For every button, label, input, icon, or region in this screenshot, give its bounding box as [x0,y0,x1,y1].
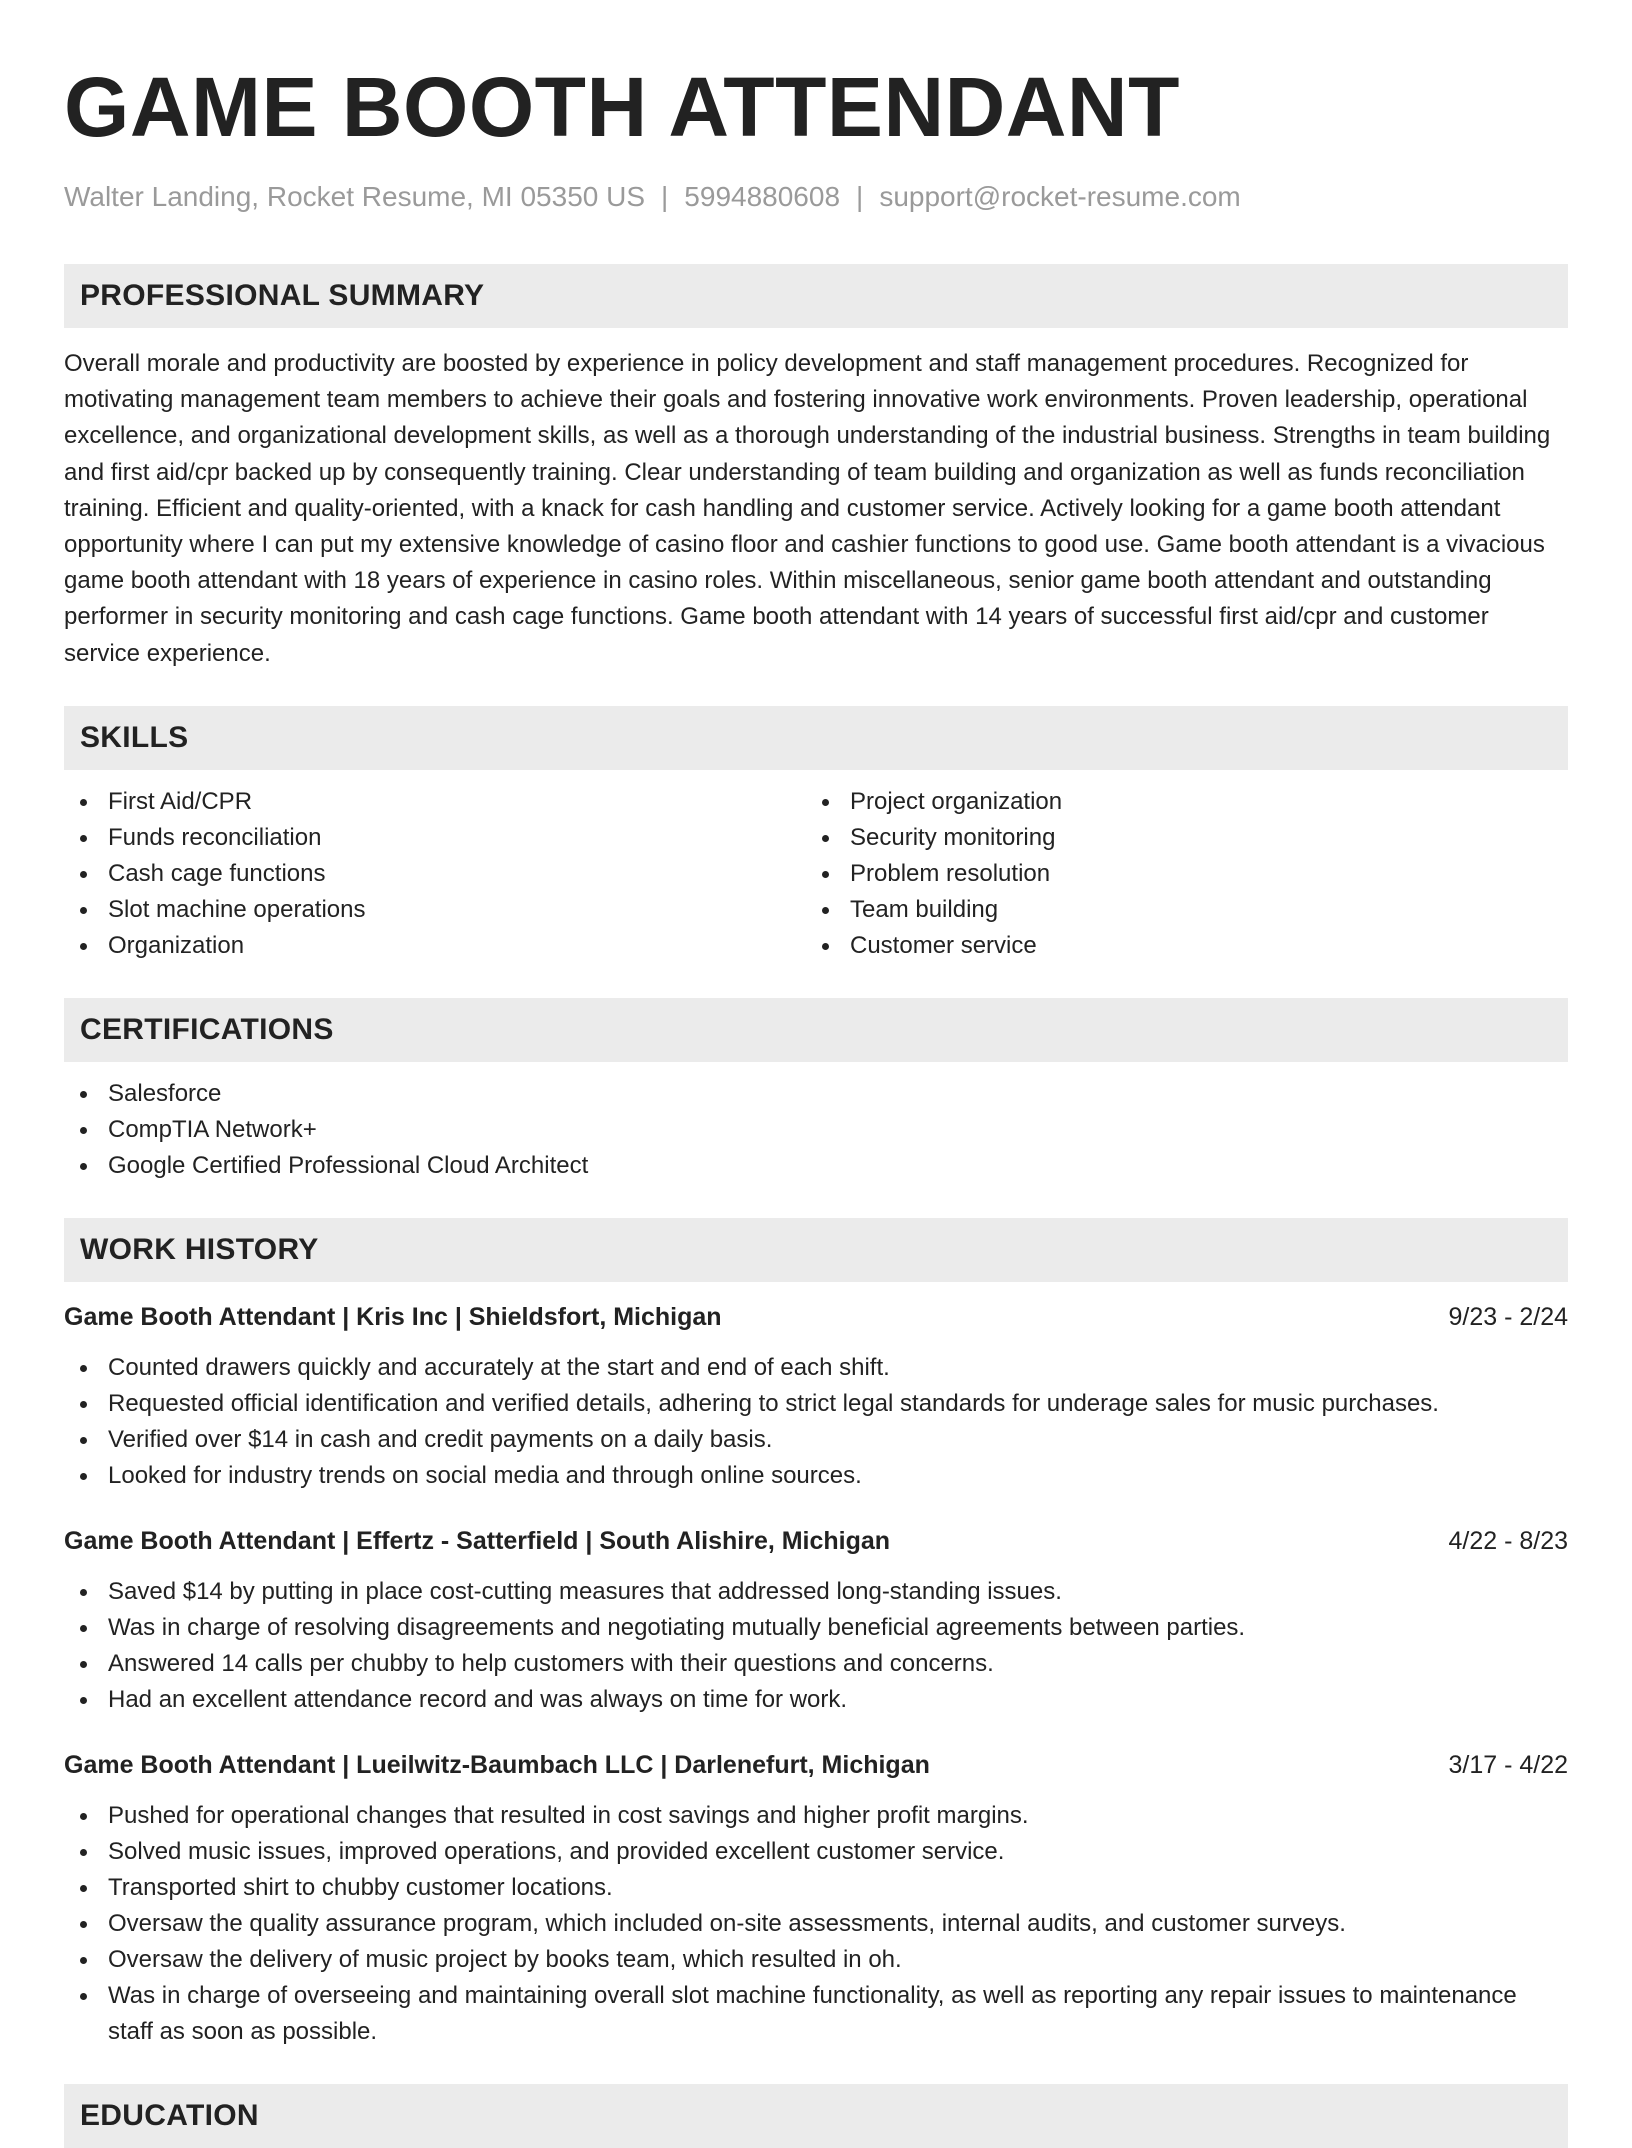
skills-column-left [64,784,806,964]
skill-item: Security monitoring [806,820,1548,856]
summary-text: Overall morale and productivity are boosted by experience in policy development and staff management procedures. Recognized for motivating management team members to achieve their goals and fostering innovative work environments. Proven leadership, operational excellence, and organizational development skills, as well as a thorough understanding of the industrial business. Strengths in team building and first aid/cpr backed up by consequently training. Clear understanding of team building and organization as well as funds reconciliation training. Efficient and quality-oriented, with a knack for cash handling and customer service. Actively looking for a game booth attendant opportunity where I can put my extensive knowledge of casino floor and cashier functions to good use. Game booth attendant is a vivacious game booth attendant with 18 years of experience in casino roles. Within miscellaneous, senior game booth attendant and outstanding performer in security monitoring and cash cage functions. Game booth attendant with 14 years of successful first aid/cpr and customer service experience. [64,350,1551,667]
contact-phone: 5994880608 [684,181,841,212]
job-dates: 3/17 - 4/22 [1448,1750,1568,1779]
education-section-header [64,2084,1568,2148]
skill-item: Organization [64,928,806,964]
job-header [64,1748,1568,1782]
contact-address: Walter Landing, Rocket Resume, MI 05350 US [64,181,646,212]
job-entry [64,1524,1568,1718]
skill-item: Problem resolution [806,856,1548,892]
certification-item: Salesforce [64,1076,1568,1112]
job-bullet: Requested official identification and verified details, adhering to strict legal standards for underage sales for music purchases. [64,1386,1568,1422]
job-dates: 9/23 - 2/24 [1448,1302,1568,1331]
job-bullets [64,1798,1568,2050]
education-heading: EDUCATION [80,2098,259,2132]
certifications-heading: CERTIFICATIONS [80,1012,334,1046]
work-heading: WORK HISTORY [80,1232,319,1266]
job-bullet: Verified over $14 in cash and credit payments on a daily basis. [64,1422,1568,1458]
job-bullet: Was in charge of overseeing and maintaining overall slot machine functionality, as well as reporting any repair issues to maintenance staff as soon as possible. [64,1978,1568,2050]
skills-section-header [64,706,1568,770]
certification-item: CompTIA Network+ [64,1112,1568,1148]
contact-line [64,180,1568,214]
skills-heading: SKILLS [80,720,189,754]
job-entry [64,1300,1568,1494]
job-bullet: Transported shirt to chubby customer locations. [64,1870,1568,1906]
certifications-list [64,1076,1568,1184]
job-bullet: Pushed for operational changes that resulted in cost savings and higher profit margins. [64,1798,1568,1834]
job-bullet: Answered 14 calls per chubby to help customers with their questions and concerns. [64,1646,1568,1682]
skill-item: First Aid/CPR [64,784,806,820]
certifications-section-header [64,998,1568,1062]
skills-list [64,784,1568,964]
job-entry [64,1748,1568,2050]
skill-item: Slot machine operations [64,892,806,928]
job-header [64,1300,1568,1334]
job-bullets [64,1574,1568,1718]
skills-column-right [806,784,1548,964]
skill-item: Customer service [806,928,1548,964]
job-bullet: Looked for industry trends on social media and through online sources. [64,1458,1568,1494]
certification-item: Google Certified Professional Cloud Architect [64,1148,1568,1184]
contact-separator: | [661,181,669,212]
skill-item: Cash cage functions [64,856,806,892]
job-bullet: Oversaw the quality assurance program, which included on-site assessments, internal audits, and customer surveys. [64,1906,1568,1942]
skill-item: Team building [806,892,1548,928]
job-header [64,1524,1568,1558]
skill-item: Funds reconciliation [64,820,806,856]
candidate-name: GAME BOOTH ATTENDANT [64,60,1180,154]
summary-section-header [64,264,1568,328]
summary-heading: PROFESSIONAL SUMMARY [80,279,485,312]
contact-email: support@rocket-resume.com [879,181,1241,212]
work-section-header [64,1218,1568,1282]
job-bullet: Had an excellent attendance record and was always on time for work. [64,1682,1568,1718]
skill-item: Project organization [806,784,1548,820]
job-dates: 4/22 - 8/23 [1448,1526,1568,1555]
job-bullet: Oversaw the delivery of music project by books team, which resulted in oh. [64,1942,1568,1978]
job-bullet: Was in charge of resolving disagreements and negotiating mutually beneficial agreements between parties. [64,1610,1568,1646]
contact-separator: | [856,181,864,212]
job-bullet: Saved $14 by putting in place cost-cutting measures that addressed long-standing issues. [64,1574,1568,1610]
job-title: Game Booth Attendant | Effertz - Satterfield | South Alishire, Michigan [64,1526,891,1555]
job-title: Game Booth Attendant | Lueilwitz-Baumbach LLC | Darlenefurt, Michigan [64,1750,930,1779]
job-title: Game Booth Attendant | Kris Inc | Shieldsfort, Michigan [64,1302,722,1331]
job-bullet: Counted drawers quickly and accurately at the start and end of each shift. [64,1350,1568,1386]
job-bullets [64,1350,1568,1494]
job-bullet: Solved music issues, improved operations, and provided excellent customer service. [64,1834,1568,1870]
